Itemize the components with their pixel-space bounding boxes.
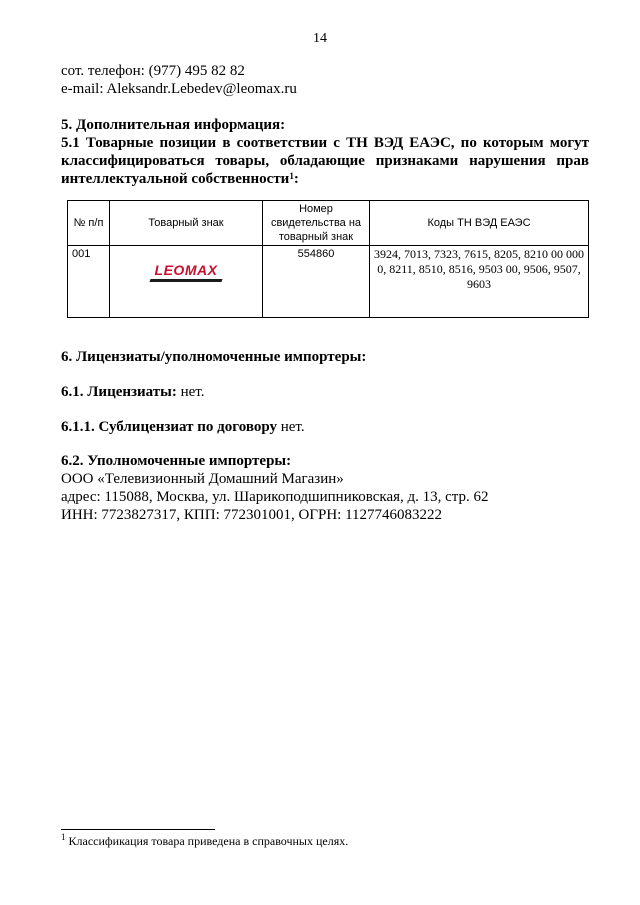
header-trademark: Товарный знак xyxy=(110,201,263,246)
contact-email: e-mail: Aleksandr.Lebedev@leomax.ru xyxy=(61,81,297,97)
importer-address: адрес: 115088, Москва, ул. Шарикоподшипниковская, д. 13, стр. 62 xyxy=(61,489,489,505)
trademark-table xyxy=(67,200,589,318)
section5-subheading xyxy=(61,134,589,188)
sublicensee-label: 6.1.1. Сублицензиат по договору xyxy=(61,419,277,435)
footnote-text: Классификация товара приведена в справочных целях. xyxy=(65,834,349,848)
sublicensee-line xyxy=(61,418,305,436)
page-number: 14 xyxy=(313,31,327,46)
subheading-line-3 xyxy=(61,170,589,188)
row-codes: 3924, 7013, 7323, 7615, 8205, 8210 00 000 0, 8211, 8510, 8516, 9503 00, 9506, 9507, 9603 xyxy=(370,246,589,318)
footnote-marker: 1 xyxy=(61,832,66,842)
table-row xyxy=(68,246,589,318)
section6-heading: 6. Лицензиаты/уполномоченные импортеры: xyxy=(61,349,367,365)
header-certificate: Номер свидетельства на товарный знак xyxy=(263,201,370,246)
licensees-value: нет. xyxy=(176,384,205,400)
header-codes: Коды ТН ВЭД ЕАЭС xyxy=(370,201,589,246)
row-trademark xyxy=(110,246,263,318)
licensees-line xyxy=(61,383,205,401)
leomax-logo-text: LEOMAX xyxy=(154,262,218,278)
contact-phone: сот. телефон: (977) 495 82 82 xyxy=(61,63,245,79)
sublicensee-value: нет. xyxy=(276,419,305,435)
importer-name: ООО «Телевизионный Домашний Магазин» xyxy=(61,471,344,487)
subheading-line-1: 5.1 Товарные позиции в соответствии с ТН ВЭД ЕАЭС, по которым могут xyxy=(61,135,589,151)
importer-ids: ИНН: 7723827317, КПП: 772301001, ОГРН: 1127746083222 xyxy=(61,507,443,523)
subheading-line-2: классифицироваться товары, обладающие признаками нарушения прав xyxy=(61,153,589,169)
table-header-row xyxy=(68,201,589,246)
row-certificate: 554860 xyxy=(263,246,370,318)
subheading-colon: : xyxy=(293,171,299,187)
footnote-ref: 1 xyxy=(289,171,294,181)
licensees-label: 6.1. Лицензиаты: xyxy=(61,384,177,400)
row-num: 001 xyxy=(68,246,110,318)
leomax-logo-bar xyxy=(149,279,222,282)
importers-heading: 6.2. Уполномоченные импортеры: xyxy=(61,453,292,469)
subheading-line-3-text: интеллектуальной собственности xyxy=(61,171,290,187)
footnote-separator xyxy=(61,829,215,830)
footnote xyxy=(61,834,348,849)
header-num: № п/п xyxy=(68,201,110,246)
leomax-logo xyxy=(148,260,224,282)
section5-heading: 5. Дополнительная информация: xyxy=(61,117,286,133)
